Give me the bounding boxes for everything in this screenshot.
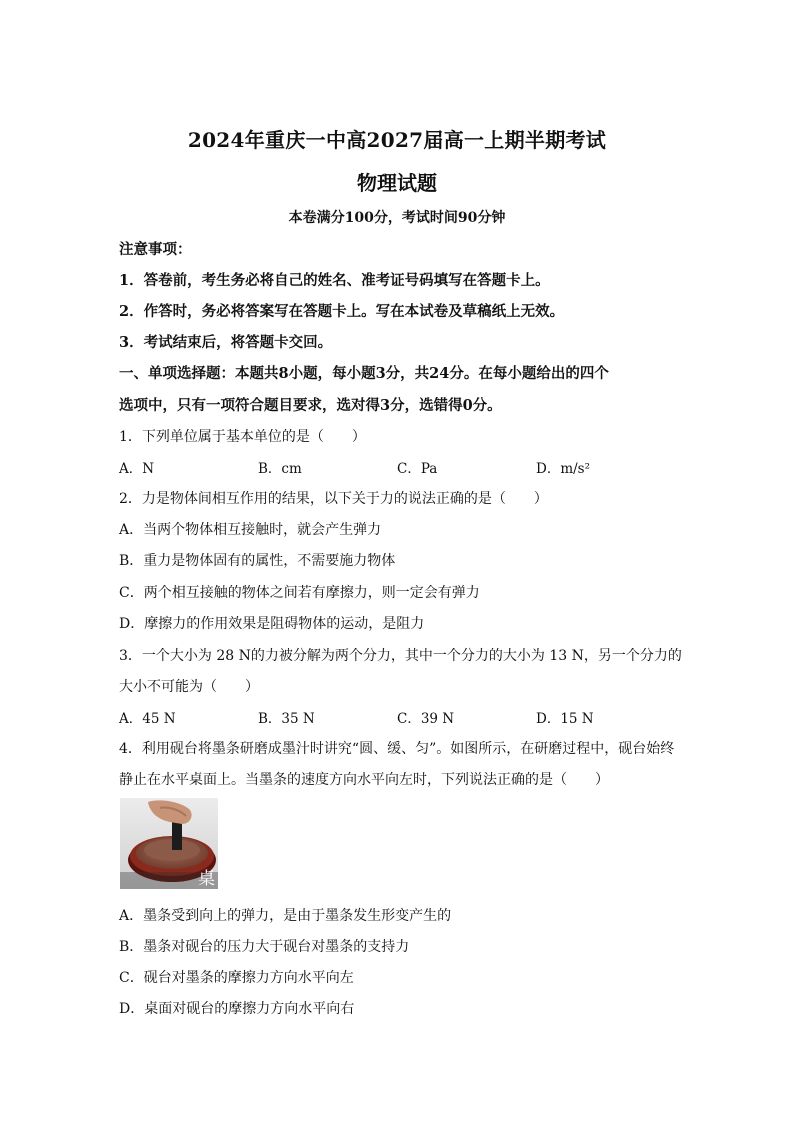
figure-label: 桌 — [198, 869, 215, 889]
q1-option-b: B．cm — [258, 461, 302, 477]
q2-option-d: D．摩擦力的作用效果是阻碍物体的运动，是阻力 — [119, 616, 425, 632]
q4-option-b: B．墨条对砚台的压力大于砚台对墨条的支持力 — [119, 939, 410, 955]
q3-option-b: B．35 N — [258, 711, 315, 727]
q1-stem: 1．下列单位属于基本单位的是（ ） — [119, 429, 366, 445]
q4-option-c: C．砚台对墨条的摩擦力方向水平向左 — [119, 970, 354, 986]
q4-option-a: A．墨条受到向上的弹力，是由于墨条发生形变产生的 — [119, 908, 452, 924]
q4-stem-line1: 4．利用砚台将墨条研磨成墨汁时讲究“圆、缓、匀”。如图所示，在研磨过程中，砚台始终 — [119, 741, 675, 757]
q3-option-a: A．45 N — [119, 711, 176, 727]
q2-stem: 2．力是物体间相互作用的结果，以下关于力的说法正确的是（ ） — [119, 491, 548, 507]
exam-meta: 本卷满分100分，考试时间90分钟 — [288, 210, 506, 226]
exam-subtitle: 物理试题 — [357, 171, 437, 195]
q1-option-a: A．N — [119, 461, 155, 477]
exam-title: 2024年重庆一中高2027届高一上期半期考试 — [187, 128, 607, 152]
q1-option-d: D．m/s² — [536, 461, 591, 477]
q4-option-d: D．桌面对砚台的摩擦力方向水平向右 — [119, 1001, 355, 1017]
inkstone-photo — [120, 798, 218, 889]
note-item-2: 2．作答时，务必将答案写在答题卡上。写在本试卷及草稿纸上无效。 — [119, 303, 565, 320]
note-item-3: 3．考试结束后，将答题卡交回。 — [119, 334, 333, 351]
section1-instructions-line2: 选项中，只有一项符合题目要求，选对得3分，选错得0分。 — [119, 397, 502, 414]
q3-stem-line1: 3．一个大小为 28 N的力被分解为两个分力，其中一个分力的大小为 13 N，另一个分力的 — [119, 648, 682, 664]
q3-stem-line2: 大小不可能为（ ） — [119, 679, 259, 695]
note-item-1: 1．答卷前，考生务必将自己的姓名、准考证号码填写在答题卡上。 — [119, 272, 550, 289]
q2-option-c: C．两个相互接触的物体之间若有摩擦力，则一定会有弹力 — [119, 585, 480, 601]
q2-option-b: B．重力是物体固有的属性，不需要施力物体 — [119, 553, 396, 569]
q3-option-d: D．15 N — [536, 711, 594, 727]
q1-option-c: C．Pa — [397, 461, 438, 477]
section1-instructions-line1: 一、单项选择题：本题共8小题，每小题3分，共24分。在每小题给出的四个 — [119, 365, 609, 382]
q4-stem-line2: 静止在水平桌面上。当墨条的速度方向水平向左时，下列说法正确的是（ ） — [119, 772, 609, 788]
q2-option-a: A．当两个物体相互接触时，就会产生弹力 — [119, 522, 382, 538]
notes-heading: 注意事项： — [119, 241, 192, 258]
q3-option-c: C．39 N — [397, 711, 455, 727]
